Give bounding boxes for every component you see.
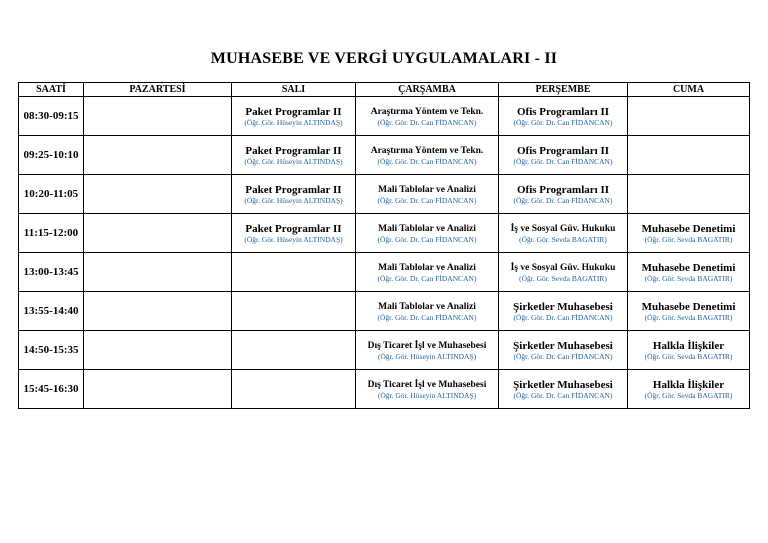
cell-tuesday: [232, 292, 356, 331]
cell-thursday: [499, 292, 628, 331]
cell-wednesday: [356, 97, 499, 136]
instructor-name: (Öğr. Gör. Sevda BAGATIR): [519, 234, 607, 244]
table-row: [19, 136, 750, 175]
table-row: [19, 175, 750, 214]
page-title: MUHASEBE VE VERGİ UYGULAMALARI - II: [210, 50, 558, 67]
course-name: Ofis Programları II: [516, 183, 610, 196]
header-monday: PAZARTESİ: [84, 83, 232, 97]
cell-friday: [628, 136, 750, 175]
cell-tuesday: [232, 214, 356, 253]
course-name: Mali Tablolar ve Analizi: [378, 262, 476, 273]
cell-friday: [628, 214, 750, 253]
course-name: Ofis Programları II: [516, 105, 610, 118]
schedule-body: [19, 97, 750, 409]
course-name: Araştırma Yöntem ve Tekn.: [370, 106, 484, 117]
cell-tuesday: [232, 253, 356, 292]
instructor-name: (Öğr. Gör. Hüseyin ALTINDAŞ): [244, 117, 343, 127]
course-name: Mali Tablolar ve Analizi: [378, 301, 476, 312]
cell-thursday: [499, 97, 628, 136]
course-name: Halkla İlişkiler: [652, 378, 725, 391]
instructor-name: (Öğr. Gör. Dr. Can FİDANCAN): [513, 195, 613, 205]
instructor-name: (Öğr. Gör. Dr. Can FİDANCAN): [513, 117, 613, 127]
schedule-table: [18, 82, 750, 409]
instructor-name: (Öğr. Gör. Dr. Can FİDANCAN): [377, 195, 477, 205]
cell-monday: [84, 370, 232, 409]
cell-thursday: [499, 136, 628, 175]
instructor-name: (Öğr. Gör. Hüseyin ALTINDAŞ): [244, 234, 343, 244]
instructor-name: (Öğr. Gör. Dr. Can FİDANCAN): [513, 312, 613, 322]
cell-wednesday: [356, 370, 499, 409]
course-name: Halkla İlişkiler: [652, 339, 725, 352]
cell-tuesday: [232, 136, 356, 175]
cell-monday: [84, 331, 232, 370]
cell-wednesday: [356, 175, 499, 214]
cell-friday: [628, 97, 750, 136]
course-name: Şirketler Muhasebesi: [513, 339, 613, 352]
cell-thursday: [499, 175, 628, 214]
time-slot: 15:45-16:30: [19, 370, 84, 409]
time-slot: 13:55-14:40: [19, 292, 84, 331]
instructor-name: (Öğr. Gör. Dr. Can FİDANCAN): [377, 234, 477, 244]
instructor-name: (Öğr. Gör. Sevda BAGATIR): [519, 273, 607, 283]
cell-monday: [84, 253, 232, 292]
cell-thursday: [499, 370, 628, 409]
time-slot: 11:15-12:00: [19, 214, 84, 253]
course-name: Dış Ticaret İşl ve Muhasebesi: [367, 379, 487, 390]
instructor-name: (Öğr. Gör. Sevda BAGATIR): [644, 390, 733, 400]
cell-monday: [84, 292, 232, 331]
time-slot: 09:25-10:10: [19, 136, 84, 175]
cell-thursday: [499, 253, 628, 292]
instructor-name: (Öğr. Gör. Hüseyin ALTINDAŞ): [244, 195, 343, 205]
instructor-name: (Öğr. Gör. Sevda BAGATIR): [644, 312, 733, 322]
course-name: Mali Tablolar ve Analizi: [378, 184, 476, 195]
instructor-name: (Öğr. Gör. Dr. Can FİDANCAN): [377, 312, 477, 322]
cell-tuesday: [232, 370, 356, 409]
course-name: Paket Programlar II: [245, 144, 342, 157]
cell-wednesday: [356, 253, 499, 292]
course-name: Ofis Programları II: [516, 144, 610, 157]
course-name: Paket Programlar II: [245, 183, 342, 196]
cell-thursday: [499, 331, 628, 370]
instructor-name: (Öğr. Gör. Hüseyin ALTINDAŞ): [377, 351, 477, 361]
course-name: Şirketler Muhasebesi: [513, 378, 613, 391]
cell-wednesday: [356, 214, 499, 253]
course-name: Araştırma Yöntem ve Tekn.: [370, 145, 484, 156]
cell-tuesday: [232, 331, 356, 370]
cell-wednesday: [356, 331, 499, 370]
cell-monday: [84, 175, 232, 214]
cell-monday: [84, 97, 232, 136]
cell-friday: [628, 175, 750, 214]
course-name: Paket Programlar II: [245, 222, 342, 235]
table-row: [19, 331, 750, 370]
cell-monday: [84, 214, 232, 253]
instructor-name: (Öğr. Gör. Dr. Can FİDANCAN): [513, 351, 613, 361]
course-name: Mali Tablolar ve Analizi: [378, 223, 476, 234]
cell-monday: [84, 136, 232, 175]
time-slot: 14:50-15:35: [19, 331, 84, 370]
header-tuesday: SALI: [232, 83, 356, 97]
instructor-name: (Öğr. Gör. Hüseyin ALTINDAŞ): [244, 156, 343, 166]
instructor-name: (Öğr. Gör. Sevda BAGATIR): [644, 234, 733, 244]
instructor-name: (Öğr. Gör. Dr. Can FİDANCAN): [377, 117, 477, 127]
table-row: [19, 370, 750, 409]
course-name: Şirketler Muhasebesi: [513, 300, 613, 313]
instructor-name: (Öğr. Gör. Sevda BAGATIR): [644, 273, 733, 283]
cell-friday: [628, 253, 750, 292]
instructor-name: (Öğr. Gör. Sevda BAGATIR): [644, 351, 733, 361]
table-row: [19, 97, 750, 136]
cell-friday: [628, 370, 750, 409]
instructor-name: (Öğr. Gör. Dr. Can FİDANCAN): [513, 156, 613, 166]
header-friday: CUMA: [628, 83, 750, 97]
cell-tuesday: [232, 97, 356, 136]
cell-wednesday: [356, 136, 499, 175]
table-row: [19, 253, 750, 292]
table-row: [19, 292, 750, 331]
header-row: [19, 83, 750, 97]
course-name: Dış Ticaret İşl ve Muhasebesi: [367, 340, 487, 351]
time-slot: 08:30-09:15: [19, 97, 84, 136]
header-wednesday: ÇARŞAMBA: [356, 83, 499, 97]
instructor-name: (Öğr. Gör. Dr. Can FİDANCAN): [513, 390, 613, 400]
cell-wednesday: [356, 292, 499, 331]
header-time: SAATİ: [19, 83, 84, 97]
instructor-name: (Öğr. Gör. Hüseyin ALTINDAŞ): [377, 390, 477, 400]
cell-thursday: [499, 214, 628, 253]
cell-tuesday: [232, 175, 356, 214]
course-name: İş ve Sosyal Güv. Hukuku: [510, 223, 616, 234]
header-thursday: PERŞEMBE: [499, 83, 628, 97]
time-slot: 10:20-11:05: [19, 175, 84, 214]
cell-friday: [628, 331, 750, 370]
instructor-name: (Öğr. Gör. Dr. Can FİDANCAN): [377, 273, 477, 283]
course-name: Muhasebe Denetimi: [641, 300, 736, 313]
instructor-name: (Öğr. Gör. Dr. Can FİDANCAN): [377, 156, 477, 166]
course-name: İş ve Sosyal Güv. Hukuku: [510, 262, 616, 273]
course-name: Muhasebe Denetimi: [641, 222, 736, 235]
course-name: Paket Programlar II: [245, 105, 342, 118]
cell-friday: [628, 292, 750, 331]
table-row: [19, 214, 750, 253]
time-slot: 13:00-13:45: [19, 253, 84, 292]
course-name: Muhasebe Denetimi: [641, 261, 736, 274]
